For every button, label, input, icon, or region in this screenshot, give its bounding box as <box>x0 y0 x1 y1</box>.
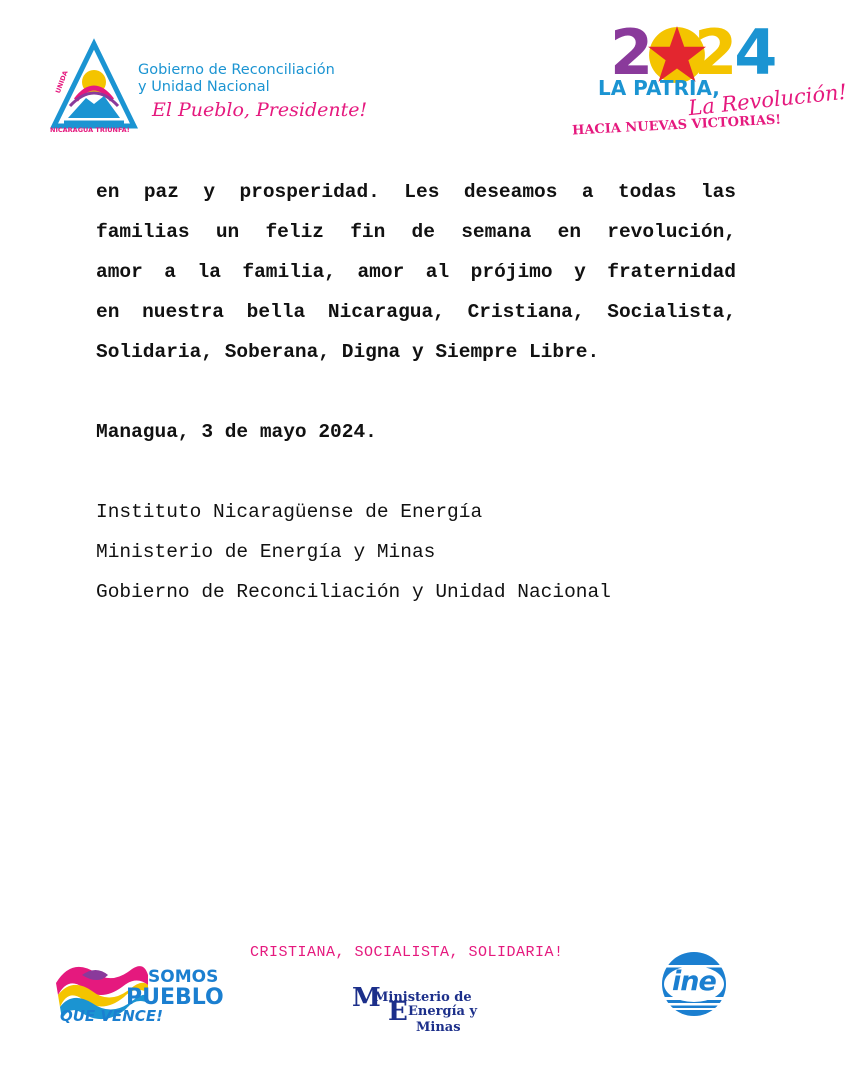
emblem-motto-top: UNIDA <box>53 69 70 95</box>
pueblo-logo-line2: PUEBLO <box>126 985 224 1010</box>
government-name-line1: Gobierno de Reconciliación <box>138 62 335 78</box>
mem-logo-line3: Minas <box>416 1020 461 1035</box>
signature-line: Instituto Nicaragüense de Energía <box>96 501 483 523</box>
mem-logo-letter-e: E <box>388 997 408 1027</box>
emblem-motto-bottom: NICARAGUA TRIUNFA! <box>50 126 130 134</box>
pueblo-logo-line1: SOMOS <box>148 967 219 987</box>
government-name <box>138 62 408 122</box>
signature-line: Gobierno de Reconciliación y Unidad Nacional <box>96 581 611 603</box>
year-digit-1: 2 <box>610 16 651 89</box>
mem-logo-line2: Energía y <box>408 1004 478 1019</box>
signature-line: Ministerio de Energía y Minas <box>96 541 436 563</box>
mem-logo-line1: Ministerio de <box>374 990 472 1005</box>
ministerio-energia-minas-logo <box>352 985 522 1043</box>
paragraph-line: amor a la familia, amor al prójimo y fraternidad <box>96 261 736 283</box>
campaign-slogan-line3: HACIA NUEVAS VICTORIAS! <box>571 112 782 139</box>
paragraph-line: en paz y prosperidad. Les deseamos a todas las <box>96 181 736 203</box>
year-digit-4: 4 <box>734 16 775 89</box>
date-line: Managua, 3 de mayo 2024. <box>96 421 377 443</box>
ine-logo-text: ine <box>672 966 716 997</box>
year-digit-2 <box>650 22 694 84</box>
paragraph-line: Solidaria, Soberana, Digna y Siempre Libre. <box>96 341 600 363</box>
campaign-slogan-line1: LA PATRIA, <box>598 76 720 100</box>
campaign-2024-logo <box>568 16 848 140</box>
mem-logo-letter-m: M <box>352 983 381 1013</box>
paragraph-line: familias un feliz fin de semana en revolución, <box>96 221 736 243</box>
government-slogan: El Pueblo, Presidente! <box>152 99 368 121</box>
government-logo <box>46 40 406 140</box>
campaign-slogan-line2: La Revolución! <box>687 79 848 121</box>
signature-block <box>96 492 736 612</box>
somos-pueblo-logo <box>52 955 222 1030</box>
ine-logo <box>660 950 728 1018</box>
paragraph-line: en nuestra bella Nicaragua, Cristiana, Socialista, <box>96 301 736 323</box>
closing-paragraph <box>96 172 736 372</box>
government-name-line2: y Unidad Nacional <box>138 79 270 95</box>
campaign-year <box>610 16 775 89</box>
pueblo-logo-line3: QUE VENCE! <box>60 1007 163 1025</box>
footer-slogan: CRISTIANA, SOCIALISTA, SOLIDARIA! <box>250 944 564 961</box>
document-body <box>96 172 736 612</box>
year-digit-3: 2 <box>694 16 735 89</box>
